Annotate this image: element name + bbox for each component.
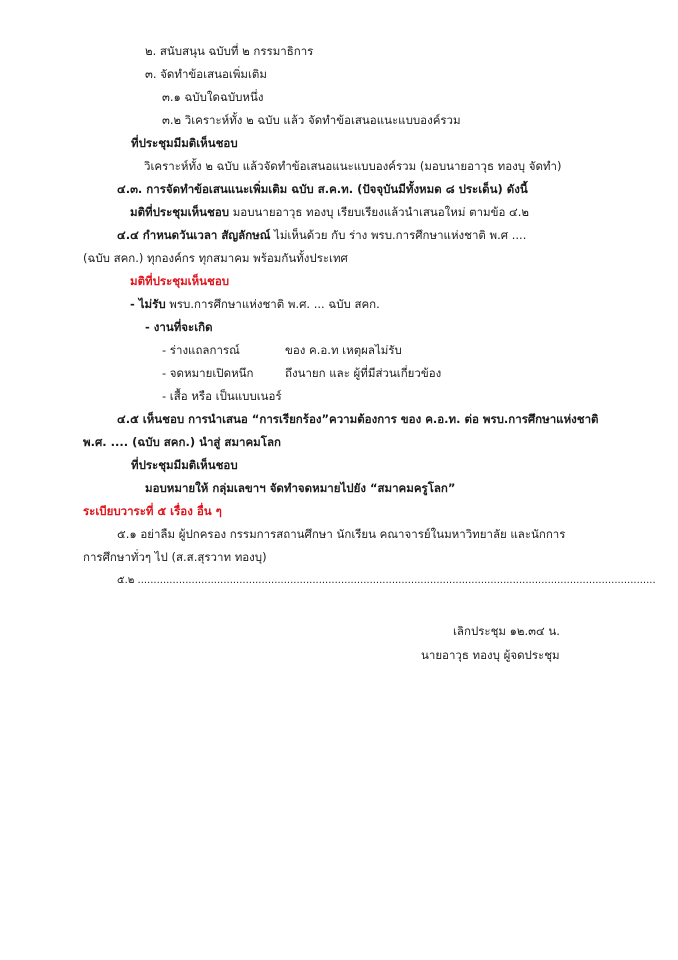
reject-line [130,297,380,312]
item-5-1-continuation: การศึกษาทั่วๆ ไป (ส.ส.สุรวาท ทองบุ) [83,550,267,564]
resolution-text: วิเคราะห์ทั้ง ๒ ฉบับ แล้วจัดทำข้อเสนอแนะแบบองค์รวม (มอบนายอาวุธ ทองบุ จัดทำ) [144,159,562,173]
agenda-5-heading: ระเบียบวาระที่ ๕ เรื่อง อื่น ๆ [83,504,222,518]
section-4-4-line [117,228,526,243]
item-5-1-line: ๕.๑ อย่าลืม ผู้ปกครอง กรรมการสถานศึกษา นักเรียน คณาจารย์ในมหาวิทยาลัย และนักการ [117,527,566,541]
minutes-taker: นายอาวุธ ทองบุ ผู้จดประชุม [421,648,560,662]
section-4-4-detail: ไม่เห็นด้วย กับ ร่าง พรบ.การศึกษาแห่งชาติ พ.ศ .... [270,228,527,242]
item-3-2-line: ๓.๒ วิเคราะห์ทั้ง ๒ ฉบับ แล้ว จัดทำข้อเสนอแนะแบบองค์รวม [162,113,461,127]
task-shirt-banner: - เสื้อ หรือ เป็นแบบเนอร์ [162,389,282,403]
tasks-heading: - งานที่จะเกิด [145,320,213,334]
task-statement-label: - ร่างแถลการณ์ [162,343,240,357]
task-letter-label: - จดหมายเปิดหนึก [162,366,254,380]
red-resolution-heading: มติที่ประชุมเห็นชอบ [130,274,230,288]
task-letter-detail: ถึงนายก และ ผู้ที่มีส่วนเกี่ยวข้อง [285,366,442,380]
section-4-5-resolution-heading: ที่ประชุมมีมติเห็นชอบ [131,458,238,472]
reject-detail: พรบ.การศึกษาแห่งชาติ พ.ศ. ... ฉบับ สคก. [165,297,380,311]
item-5-2-line: ๕.๒ ................................................................................................................................................................... [117,575,656,586]
section-4-5-continuation: พ.ศ. .... (ฉบับ สคก.) นำสู่ สมาคมโลก [83,435,281,449]
item-3-1-line: ๓.๑ ฉบับใดฉบับหนึ่ง [162,90,264,104]
section-4-3-resolution [130,205,529,220]
section-4-3-heading: ๔.๓. การจัดทำข้อเสนแนะเพิ่มเติม ฉบับ ส.ค.ท. (ปัจจุบันมีทั้งหมด ๘ ประเด็น) ดังนี้ [117,182,528,196]
task-statement-detail: ของ ค.อ.ท เหตุผลไม่รับ [285,343,402,357]
resolution-detail: มอบนายอาวุธ ทองบุ เรียบเรียงแล้วนำเสนอใหม่ ตามข้อ ๔.๒ [229,205,529,219]
section-4-5-heading: ๔.๕ เห็นชอบ การนำเสนอ “การเรียกร้อง”ความต้องการ ของ ค.อ.ท. ต่อ พรบ.การศึกษาแห่งชาติ [117,412,599,426]
meeting-end-time: เลิกประชุม ๑๒.๓๔ น. [453,624,560,638]
section-4-4-heading: ๔.๔ กำหนดวันเวลา สัญลักษณ์ [117,228,271,242]
item-3-line: ๓. จัดทำข้อเสนอเพิ่มเติม [145,67,267,81]
resolution-heading: ที่ประชุมมีมติเห็นชอบ [131,136,238,150]
section-4-5-resolution-detail: มอบหมายให้ กลุ่มเลขาฯ จัดทำจดหมายไปยัง “สมาคมครูโลก” [145,481,456,495]
item-2-line: ๒. สนับสนุน ฉบับที่ ๒ กรรมาธิการ [145,44,314,58]
section-4-4-continuation: (ฉบับ สคก.) ทุกองค์กร ทุกสมาคม พร้อมกันทั้งประเทศ [83,251,348,265]
resolution-label: มติที่ประชุมเห็นชอบ [130,205,230,219]
reject-label: - ไม่รับ [130,297,166,311]
